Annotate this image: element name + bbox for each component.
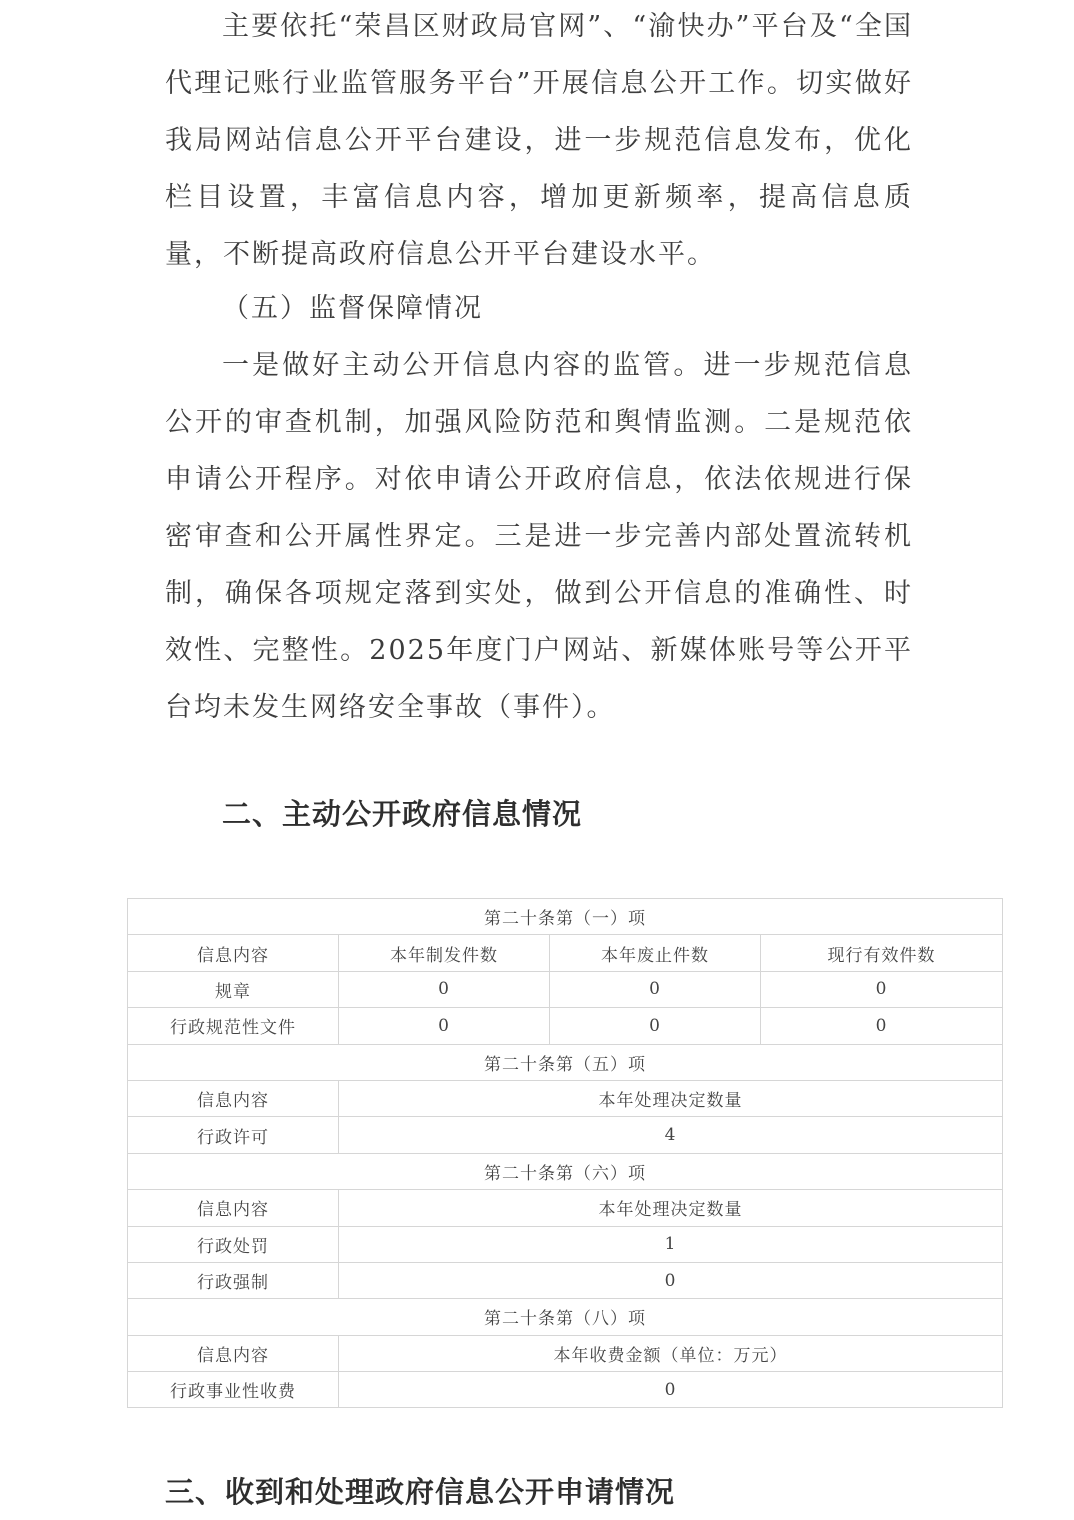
table-row — [128, 1372, 1003, 1408]
paragraph-platform-construction: 主要依托“荣昌区财政局官网”、“渝快办”平台及“全国代理记账行业监管服务平台”开展信息公开工作。切实做好我局网站信息公开平台建设，进一步规范信息发布，优化栏目设置，丰富信息内容，增加更新频率，提高信息质量，不断提高政府信息公开平台建设水平。 — [165, 11, 913, 270]
table-row — [128, 1226, 1003, 1262]
table-cell-label: 行政规范性文件 — [128, 1008, 339, 1044]
table-header-row — [128, 1335, 1003, 1371]
table-header-row — [128, 1080, 1003, 1116]
table-cell-label: 行政强制 — [128, 1262, 339, 1298]
table-header-row — [128, 1190, 1003, 1226]
table-section-title: 第二十条第（一）项 — [128, 899, 1003, 935]
table-section-title-row — [128, 899, 1003, 935]
table-cell-label: 行政事业性收费 — [128, 1372, 339, 1408]
table-section-title: 第二十条第（五）项 — [128, 1044, 1003, 1080]
table-cell-value: 0 — [339, 1262, 1003, 1298]
table-cell-value: 4 — [339, 1117, 1003, 1153]
paragraph-supervision-details: 一是做好主动公开信息内容的监管。进一步规范信息公开的审查机制，加强风险防范和舆情监测。二是规范依申请公开程序。对依申请公开政府信息，依法依规进行保密审查和公开属性界定。三是进一步完善内部处置流转机制，确保各项规定落到实处，做到公开信息的准确性、时效性、完整性。2025年度门户网站、新媒体账号等公开平台均未发生网络安全事故（事件）。 — [165, 350, 913, 723]
table-cell-value: 0 — [761, 971, 1003, 1007]
table-section-title-row — [128, 1153, 1003, 1189]
table-section-title: 第二十条第（六）项 — [128, 1153, 1003, 1189]
table-cell-value: 0 — [339, 1008, 550, 1044]
table-cell-value: 0 — [550, 1008, 761, 1044]
subheading-supervision: （五）监督保障情况 — [222, 293, 483, 324]
table-header-cell: 现行有效件数 — [761, 935, 1003, 971]
table-row — [128, 1008, 1003, 1044]
table-section-title-row — [128, 1299, 1003, 1335]
table-header-cell: 信息内容 — [128, 1335, 339, 1371]
table-header-cell: 本年废止件数 — [550, 935, 761, 971]
table-cell-label: 行政处罚 — [128, 1226, 339, 1262]
table-cell-value: 0 — [761, 1008, 1003, 1044]
table-cell-value: 0 — [339, 1372, 1003, 1408]
table-header-cell: 信息内容 — [128, 935, 339, 971]
table-cell-value: 0 — [339, 971, 550, 1007]
table-header-cell: 本年制发件数 — [339, 935, 550, 971]
section-heading-application-handling: 三、收到和处理政府信息公开申请情况 — [165, 1475, 676, 1509]
table-header-cell: 信息内容 — [128, 1190, 339, 1226]
table-row — [128, 971, 1003, 1007]
table-header-cell: 本年处理决定数量 — [339, 1190, 1003, 1226]
table-section-title-row — [128, 1044, 1003, 1080]
table-row — [128, 1117, 1003, 1153]
table-row — [128, 1262, 1003, 1298]
table-header-row — [128, 935, 1003, 971]
table-header-cell: 本年处理决定数量 — [339, 1080, 1003, 1116]
table-section-title: 第二十条第（八）项 — [128, 1299, 1003, 1335]
table-header-cell: 本年收费金额（单位：万元） — [339, 1335, 1003, 1371]
table-cell-label: 规章 — [128, 971, 339, 1007]
table-header-cell: 信息内容 — [128, 1080, 339, 1116]
table-cell-value: 1 — [339, 1226, 1003, 1262]
table-cell-value: 0 — [550, 971, 761, 1007]
proactive-disclosure-table — [127, 898, 1003, 1408]
table-cell-label: 行政许可 — [128, 1117, 339, 1153]
section-heading-proactive-disclosure: 二、主动公开政府信息情况 — [222, 797, 583, 831]
